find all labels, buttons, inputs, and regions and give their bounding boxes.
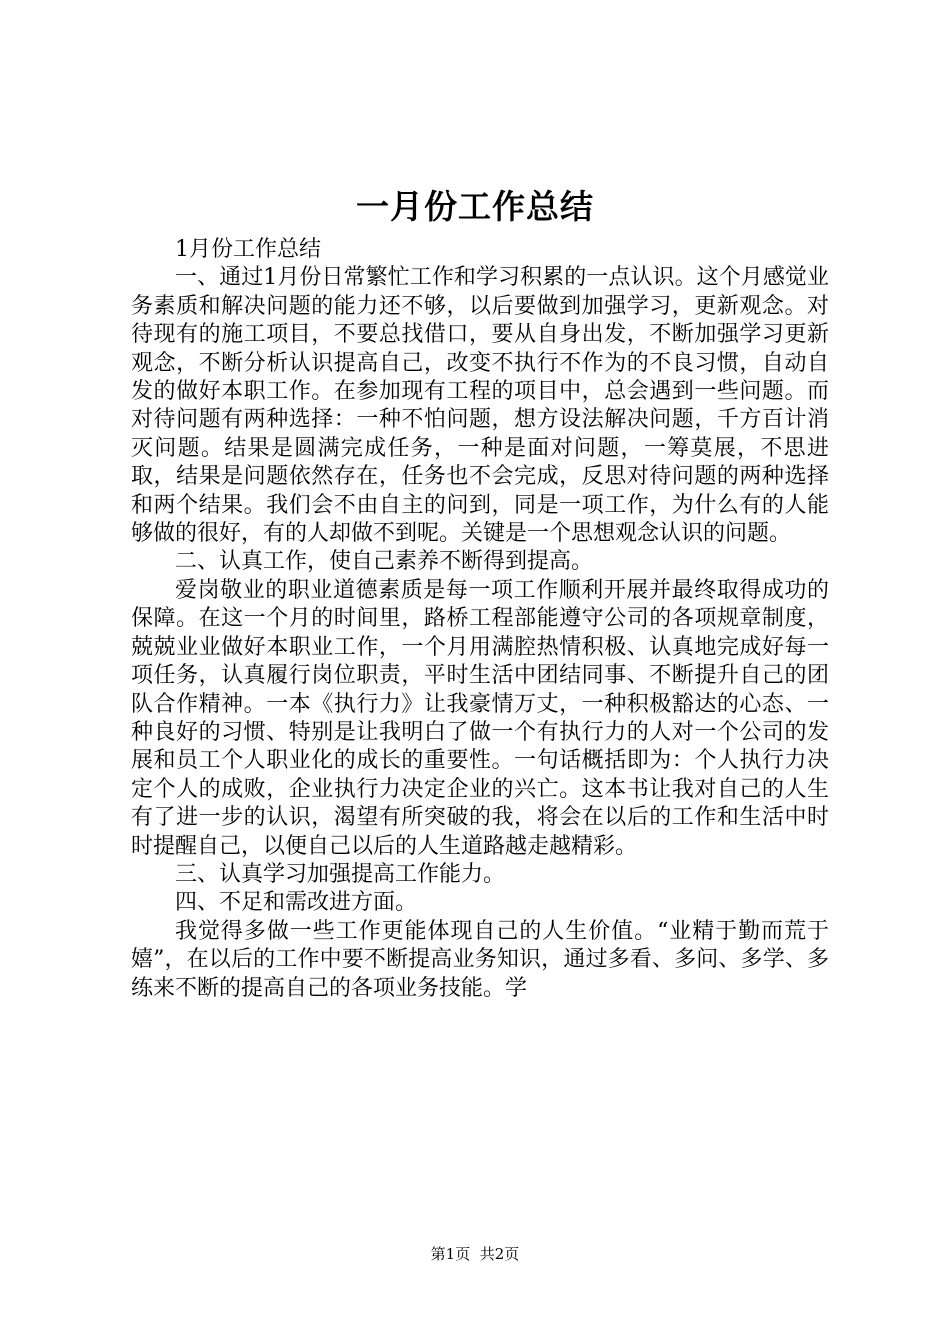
heading-section-three: 三、认真学习加强提高工作能力。 <box>175 861 506 887</box>
subtitle-paragraph: 1月份工作总结 <box>175 237 321 262</box>
paragraph-section-two: 爱岗敬业的职业道德素质是每一项工作顺利开展并最终取得成功的保障。在这一个月的时间里，路桥工程部能遵守公司的各项规章制度，兢兢业业做好本职业工作，一个月用满腔热情积极、认真地完成好每一项任务，认真履行岗位职责，平时生活中团结同事、不断提升自己的团队合作精神。一本《执行力》让我豪情万丈，一种积极豁达的心态、一种良好的习惯、特别是让我明白了做一个有执行力的人对一个公司的发展和员工个人职业化的成长的重要性。一句话概括即为：个人执行力决定个人的成败，企业执行力决定企业的兴亡。这本书让我对自己的人生有了进一步的认识，渴望有所突破的我，将会在以后的工作和生活中时时提醒自己，以便自己以后的人生道路越走越精彩。 <box>131 577 829 859</box>
page-footer <box>0 1244 950 1264</box>
document-title: 一月份工作总结 <box>356 187 594 226</box>
document-body <box>131 236 829 1003</box>
page-total: 共2页 <box>479 1245 520 1263</box>
footer-spacer <box>470 1245 480 1263</box>
heading-section-four: 四、不足和需改进方面。 <box>175 890 418 916</box>
paragraph-section-one: 一、通过1月份日常繁忙工作和学习积累的一点认识。这个月感觉业务素质和解决问题的能力还不够，以后要做到加强学习，更新观念。对待现有的施工项目，不要总找借口，要从自身出发，不断加强学习更新观念，不断分析认识提高自己，改变不执行不作为的不良习惯，自动自发的做好本职工作。在参加现有工程的项目中，总会遇到一些问题。而对待问题有两种选择：一种不怕问题，想方设法解决问题，千方百计消灭问题。结果是圆满完成任务，一种是面对问题，一筹莫展，不思进取，结果是问题依然存在，任务也不会完成，反思对待问题的两种选择和两个结果。我们会不由自主的问到，同是一项工作，为什么有的人能够做的很好，有的人却做不到呢。关键是一个思想观念认识的问题。 <box>131 265 829 547</box>
page-number: 第1页 <box>430 1245 471 1263</box>
heading-section-two: 二、认真工作，使自己素养不断得到提高。 <box>175 549 594 575</box>
paragraph-section-four: 我觉得多做一些工作更能体现自己的人生价值。“业精于勤而荒于嬉”，在以后的工作中要不断提高业务知识，通过多看、多问、多学、多练来不断的提高自己的各项业务技能。学 <box>131 918 829 1001</box>
